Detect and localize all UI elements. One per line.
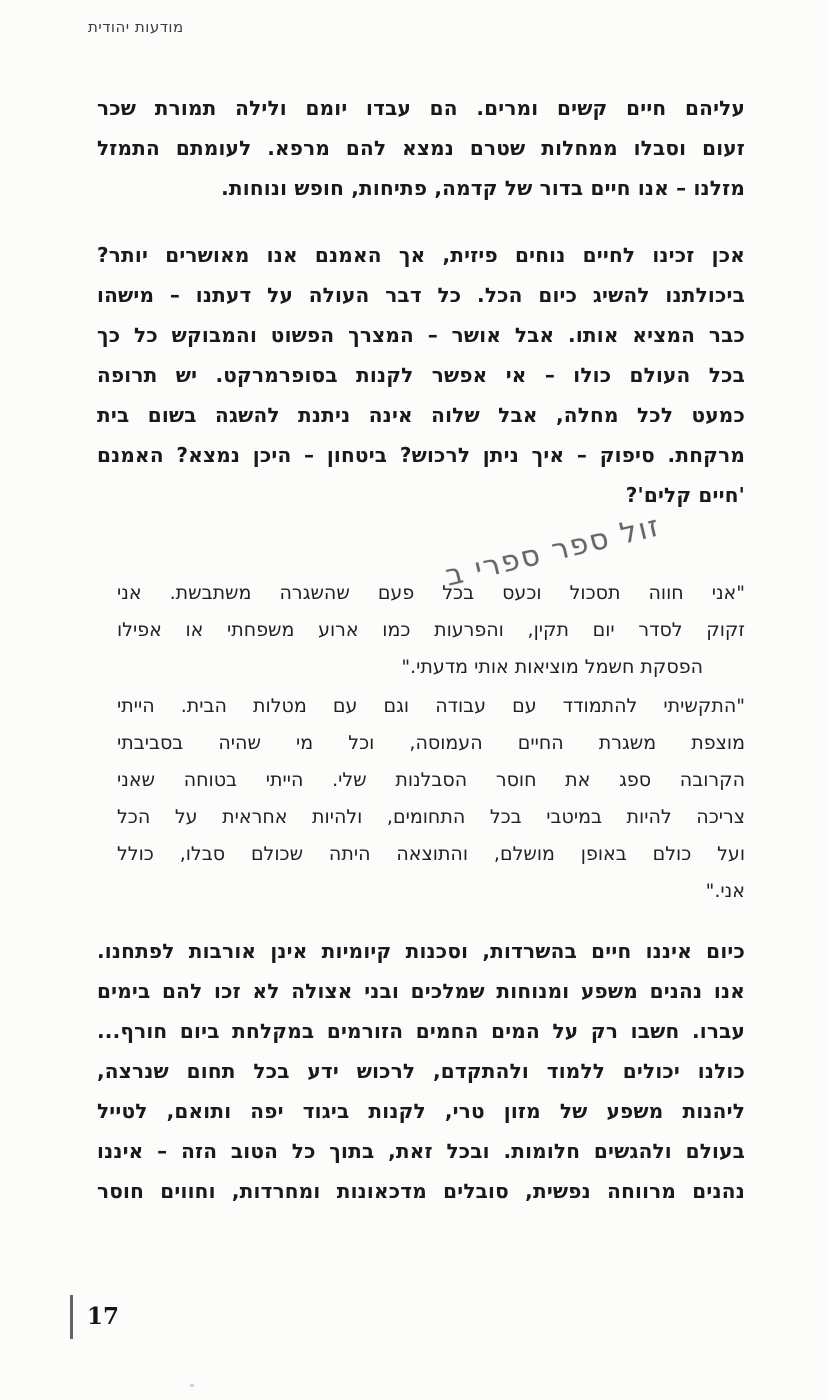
text-line: זעום וסבלו ממחלות שטרם נמצא להם מרפא. לעומתם התמזל	[97, 136, 745, 160]
text-line: כמעט לכל מחלה, אבל שלוה אינה ניתנת להשגה בשום בית	[97, 403, 745, 427]
text-line: כיום איננו חיים בהשרדות, וסכנות קיומיות אינן אורבות לפתחנו.	[97, 939, 745, 963]
text-line: 'חיים קלים'?	[625, 483, 745, 507]
text-line: כולנו יכולים ללמוד ולהתקדם, לרכוש ידע בכל תחום שנרצה,	[97, 1059, 745, 1083]
text-line: מזלנו – אנו חיים בדור של קדמה, פתיחות, חופש ונוחות.	[221, 176, 745, 200]
text-line: ביכולתנו להשיג כיום הכל. כל דבר העולה על דעתנו – מישהו	[97, 283, 745, 307]
text-line: בכל העולם כולו – אי אפשר לקנות בסופרמרקט. יש תרופה	[97, 363, 745, 387]
text-line: ועל כולם באופן מושלם, והתוצאה היתה שכולם סבלו, כולל	[117, 843, 745, 865]
body-paragraph	[97, 235, 745, 515]
page-footer	[70, 1294, 119, 1340]
text-line: אני."	[705, 880, 745, 902]
scan-speck	[190, 1384, 194, 1387]
text-line: עליהם חיים קשים ומרים. הם עבדו יומם ולילה תמורת שכר	[97, 96, 745, 120]
text-line: מוצפת משגרת החיים העמוסה, וכל מי שהיה בסביבתי	[117, 732, 745, 754]
text-line: זקוק לסדר יום תקין, והפרעות כמו ארוע משפחתי או אפילו	[117, 619, 745, 641]
quote-paragraph	[117, 575, 745, 686]
text-line: הפסקת חשמל מוציאות אותי מדעתי."	[401, 656, 703, 678]
paragraphs	[97, 88, 745, 1211]
text-line: בעולם ולהגשים חלומות. ובכל זאת, בתוך כל הטוב הזה – איננו	[97, 1139, 745, 1163]
text-line: "התקשיתי להתמודד עם עבודה וגם עם מטלות הבית. הייתי	[117, 695, 745, 717]
text-line: נהנים מרווחה נפשית, סובלים מדכאונות ומחרדות, וחווים חוסר	[97, 1179, 745, 1203]
text-line: אכן זכינו לחיים נוחים פיזית, אך האמנם אנו מאושרים יותר?	[97, 243, 745, 267]
text-line: "אני חווה תסכול וכעס בכל פעם שהשגרה משתבשת. אני	[117, 582, 745, 604]
quote-paragraph	[117, 688, 745, 910]
text-line: אנו נהנים משפע ומנוחות שמלכים ובני אצולה לא זכו להם בימים	[97, 979, 745, 1003]
bookstore-stamp: זול ספר ספרי ב	[442, 508, 664, 593]
page-number-rule	[70, 1295, 73, 1339]
running-header: מודעות יהודית	[88, 18, 184, 36]
text-line: עברו. חשבו רק על המים החמים הזורמים במקלחת ביום חורף...	[97, 1019, 745, 1043]
text-block	[97, 88, 745, 1211]
text-line: כבר המציא אותו. אבל אושר – המצרך הפשוט והמבוקש כל כך	[97, 323, 745, 347]
page-number: 17	[87, 1303, 120, 1330]
text-line: ליהנות משפע של מזון טרי, לקנות ביגוד יפה ותואם, לטייל	[97, 1099, 745, 1123]
body-paragraph	[97, 931, 745, 1211]
body-paragraph	[97, 88, 745, 208]
text-line: הקרובה ספג את חוסר הסבלנות שלי. הייתי בטוחה שאני	[117, 769, 745, 791]
text-line: מרקחת. סיפוק – איך ניתן לרכוש? ביטחון – היכן נמצא? האמנם	[97, 443, 745, 467]
text-line: צריכה להיות במיטבי בכל התחומים, ולהיות אחראית על הכל	[117, 806, 745, 828]
